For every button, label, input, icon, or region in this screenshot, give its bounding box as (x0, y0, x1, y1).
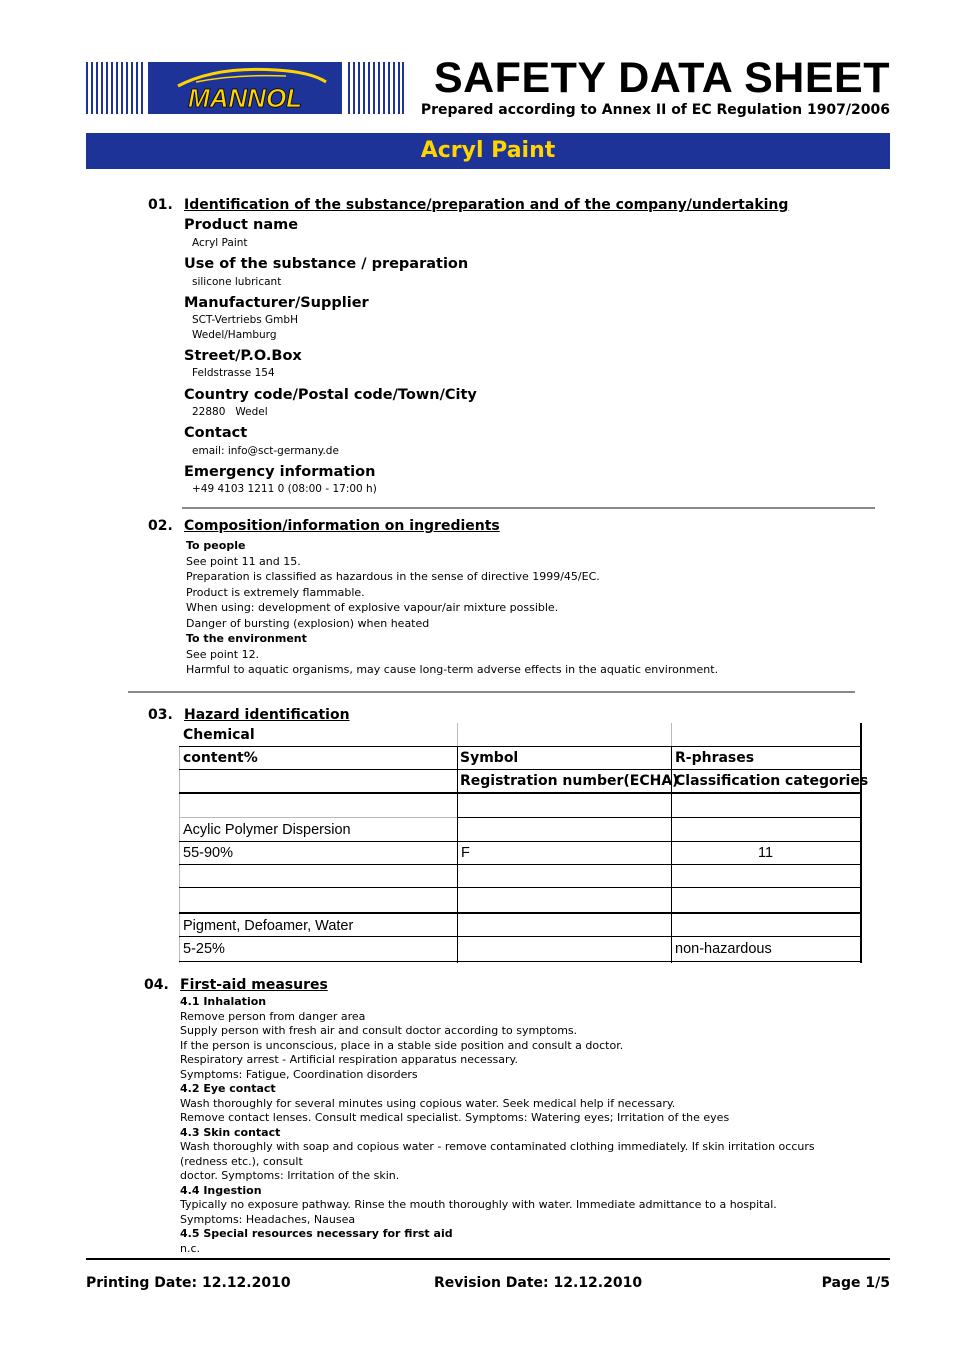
text-line: When using: development of explosive vapour/air mixture possible. (186, 601, 559, 614)
product-banner: Acryl Paint (86, 133, 890, 169)
hazard-table (179, 723, 869, 963)
subheading: 4.2 Eye contact (180, 1082, 276, 1095)
printing-date: Printing Date: 12.12.2010 (86, 1275, 291, 1291)
column-header-content: content% (183, 750, 258, 766)
field-label: Product name (184, 217, 299, 233)
chemical-name: Acylic Polymer Dispersion (183, 822, 351, 838)
text-line: If the person is unconscious, place in a stable side position and consult a doctor. (180, 1038, 624, 1052)
text-line: (redness etc.), consult (180, 1154, 303, 1168)
section-number: 03. (148, 707, 173, 723)
field-label: Manufacturer/Supplier (184, 295, 369, 311)
text-line: See point 11 and 15. (186, 554, 301, 568)
mannol-logo (86, 60, 404, 116)
subheading: 4.1 Inhalation (180, 995, 267, 1008)
subheading: To people (186, 539, 246, 552)
field-label: Use of the substance / preparation (184, 256, 469, 272)
section-title: Hazard identification (184, 707, 350, 723)
section-title: First-aid measures (180, 977, 328, 993)
field-value: Acryl Paint (192, 237, 248, 249)
text-line: Symptoms: Headaches, Nausea (180, 1212, 356, 1226)
field-value: Feldstrasse 154 (192, 367, 275, 379)
chemical-rphrase: 11 (757, 845, 774, 861)
text-line: n.c. (180, 1241, 201, 1255)
column-header-classification: Classification categories (675, 773, 869, 789)
section-title: Identification of the substance/preparation and of the company/undertaking (184, 197, 789, 213)
text-line: Wash thoroughly with soap and copious water - remove contaminated clothing immediately. If skin irritation occurs (180, 1140, 815, 1153)
subheading: 4.3 Skin contact (180, 1125, 281, 1139)
section-number: 01. (148, 197, 173, 213)
field-value: Wedel/Hamburg (192, 329, 277, 341)
logo-wordmark: MANNOL (187, 83, 303, 113)
footer-divider (86, 1258, 890, 1260)
document-subtitle: Prepared according to Annex II of EC Regulation 1907/2006 (420, 102, 890, 118)
field-label: Contact (184, 425, 248, 441)
field-label: Country code/Postal code/Town/City (184, 387, 477, 403)
text-line: Remove person from danger area (180, 1009, 366, 1023)
revision-date: Revision Date: 12.12.2010 (434, 1275, 643, 1291)
text-line: Remove contact lenses. Consult medical specialist. Symptoms: Watering eyes; Irritation of the eyes (180, 1111, 730, 1124)
text-line: Wash thoroughly for several minutes using copious water. Seek medical help if necessary. (180, 1096, 676, 1110)
subheading: To the environment (186, 632, 307, 645)
field-value: +49 4103 1211 0 (08:00 - 17:00 h) (192, 483, 377, 495)
first-aid-text (180, 995, 820, 1256)
chemical-content: 5-25% (183, 941, 225, 957)
subheading: 4.5 Special resources necessary for first aid (180, 1227, 453, 1240)
chemical-rphrase: non-hazardous (675, 941, 772, 957)
field-value: silicone lubricant (192, 276, 282, 288)
page-number: Page 1/5 (821, 1275, 890, 1291)
column-header-rphrases: R-phrases (675, 750, 755, 766)
field-value: SCT-Vertriebs GmbH (192, 314, 298, 326)
column-header-symbol: Symbol (460, 750, 519, 766)
composition-text (186, 538, 718, 678)
subheading: 4.4 Ingestion (180, 1183, 262, 1197)
field-label: Street/P.O.Box (184, 348, 302, 364)
document-title: SAFETY DATA SHEET (433, 54, 890, 102)
chemical-symbol: F (461, 845, 470, 861)
field-label: Emergency information (184, 464, 376, 480)
text-line: Harmful to aquatic organisms, may cause long-term adverse effects in the aquatic environment. (186, 663, 719, 676)
text-line: See point 12. (186, 647, 260, 661)
column-header-chemical: Chemical (183, 727, 255, 743)
text-line: Respiratory arrest - Artificial respiration apparatus necessary. (180, 1053, 518, 1066)
text-line: Danger of bursting (explosion) when heated (186, 616, 430, 630)
column-header-registration: Registration number(ECHA) (460, 773, 679, 789)
section-divider (182, 507, 875, 509)
text-line: Product is extremely flammable. (186, 585, 365, 599)
chemical-name: Pigment, Defoamer, Water (183, 918, 354, 934)
section-title: Composition/information on ingredients (184, 518, 500, 534)
text-line: Symptoms: Fatigue, Coordination disorders (180, 1067, 418, 1081)
section-divider (128, 691, 855, 693)
field-value: 22880 Wedel (192, 406, 268, 418)
text-line: Typically no exposure pathway. Rinse the mouth thoroughly with water. Immediate admittance to a hospital. (180, 1198, 777, 1211)
text-line: Supply person with fresh air and consult doctor according to symptoms. (180, 1024, 578, 1037)
text-line: doctor. Symptoms: Irritation of the skin. (180, 1169, 400, 1182)
chemical-content: 55-90% (183, 845, 233, 861)
section-number: 02. (148, 518, 173, 534)
field-value: email: info@sct-germany.de (192, 445, 339, 457)
text-line: Preparation is classified as hazardous in the sense of directive 1999/45/EC. (186, 570, 600, 583)
section-number: 04. (144, 977, 169, 993)
